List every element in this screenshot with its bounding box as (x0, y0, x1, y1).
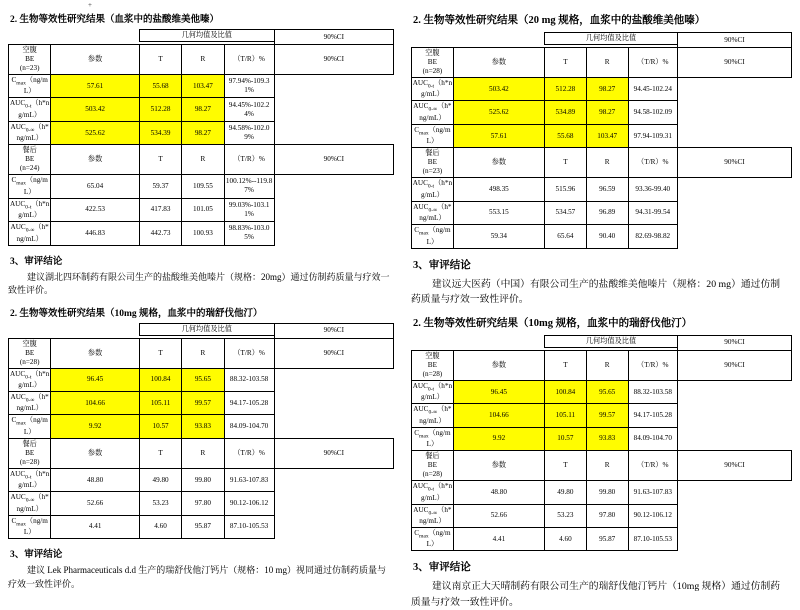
table-row (412, 148, 792, 178)
param-cell: $C_{max}(ng/mL)$ (412, 124, 454, 147)
col-ci-header: 90%CI (677, 451, 791, 481)
param-cell: $AUC_{0-t}(h*ng/mL)$ (412, 380, 454, 403)
right-t1-fasting-rows (412, 78, 792, 148)
param-cell: $C_{max}(ng/mL)$ (412, 427, 454, 450)
param-cell: $C_{max}(ng/mL)$ (9, 75, 51, 98)
param-header-cell: 参数 (453, 48, 544, 78)
right-be-table-2 (411, 335, 792, 552)
param-header-cell: 参数 (453, 148, 544, 178)
value-cell-r: 534.39 (139, 121, 181, 144)
left-section2-paragraph: 建议湖北四环制药有限公司生产的盐酸维美他嗪片（规格：20mg）通过仿制药质量与疗效一致性评价。 (8, 271, 390, 296)
table-row (9, 222, 394, 245)
value-cell-ci: 90.12-106.12 (224, 492, 274, 515)
value-cell-t: 48.80 (51, 468, 140, 491)
table-row (9, 145, 394, 175)
param-header-cell: 参数 (453, 451, 544, 481)
value-cell-ci: 97.94-109.31 (628, 124, 677, 147)
value-cell-t: 96.45 (51, 368, 140, 391)
table-row (9, 515, 394, 538)
table-row (9, 121, 394, 144)
col-R-header: R (586, 451, 628, 481)
col-R-header: R (586, 350, 628, 380)
value-cell-r: 105.11 (139, 391, 181, 414)
left-section1-heading: 2. 生物等效性研究结果（血浆中的盐酸维美他嗪） (10, 15, 220, 25)
value-cell-t: 48.80 (453, 481, 544, 504)
col-R-header: R (586, 148, 628, 178)
value-cell-ci: 82.69-98.82 (628, 225, 677, 248)
value-cell-t: 96.45 (453, 380, 544, 403)
value-cell-r: 442.73 (139, 222, 181, 245)
page-corner-mark: + (88, 1, 92, 9)
document-page-left (0, 0, 400, 589)
left-be-table-2-wrapper (8, 323, 394, 540)
left-section4-paragraph: 建议 Lek Pharmaceuticals d.d 生产的瑞舒伐他汀钙片（规格：10 mg）视同通过仿制药质量与疗效一致性评价。 (8, 565, 386, 589)
ci-header-cell: 90%CI (677, 33, 791, 48)
value-cell-ci: 94.17-105.28 (224, 391, 274, 414)
value-cell-ci: 99.03%-103.11% (224, 198, 274, 221)
value-cell-r: 534.89 (544, 101, 586, 124)
param-cell: $AUC_{0-t}(h*ng/mL)$ (412, 78, 454, 101)
value-cell-t: 4.41 (453, 527, 544, 550)
table-row (9, 175, 394, 198)
value-cell-tr: 95.65 (182, 368, 224, 391)
table-row (412, 78, 792, 101)
right-be-table-1-wrapper (411, 32, 792, 249)
value-cell-t: 446.83 (51, 222, 140, 245)
value-cell-r: 4.60 (139, 515, 181, 538)
table-row (412, 380, 792, 403)
value-cell-ci: 97.94%-109.31% (224, 75, 274, 98)
value-cell-r: 10.57 (139, 415, 181, 438)
right-section2-paragraph: 建议远大医药（中国）有限公司生产的盐酸维美他嗪片（规格：20 mg）通过仿制药质量与疗效一致性评价。 (411, 278, 781, 305)
value-cell-ci: 90.12-106.12 (628, 504, 677, 527)
right-be-table-1 (411, 32, 792, 249)
value-cell-t: 503.42 (453, 78, 544, 101)
table-row (9, 75, 394, 98)
group-header-cell: 几何均值及比值 (139, 323, 274, 335)
fed-group-label: 餐后 BE (n=23) (412, 148, 454, 178)
table-row (412, 101, 792, 124)
value-cell-ci: 87.10-105.53 (224, 515, 274, 538)
col-TR-header: （T/R）% (224, 438, 274, 468)
value-cell-r: 53.23 (139, 492, 181, 515)
right-t1-fed-rows (412, 178, 792, 248)
value-cell-t: 9.92 (51, 415, 140, 438)
value-cell-tr: 93.83 (182, 415, 224, 438)
col-TR-header: （T/R）% (628, 48, 677, 78)
param-cell: $AUC_{0-t}(h*ng/mL)$ (412, 481, 454, 504)
value-cell-ci: 84.09-104.70 (224, 415, 274, 438)
value-cell-r: 49.80 (544, 481, 586, 504)
value-cell-t: 553.15 (453, 201, 544, 224)
left-section2-heading: 3、审评结论 (10, 256, 63, 267)
col-TR-header: （T/R）% (224, 45, 274, 75)
table-row (412, 225, 792, 248)
col-TR-header: （T/R）% (628, 451, 677, 481)
col-TR-header: （T/R）% (628, 148, 677, 178)
value-cell-ci: 94.45-102.24 (628, 78, 677, 101)
value-cell-r: 515.96 (544, 178, 586, 201)
value-cell-ci: 94.58%-102.09% (224, 121, 274, 144)
value-cell-tr: 99.57 (586, 404, 628, 427)
value-cell-r: 10.57 (544, 427, 586, 450)
fasting-group-label: 空腹 BE (n=28) (412, 350, 454, 380)
param-cell: $AUC_{0-\infty}(h*ng/mL)$ (412, 101, 454, 124)
value-cell-tr: 103.47 (182, 75, 224, 98)
col-TR-header: （T/R）% (224, 145, 274, 175)
col-ci-header: 90%CI (677, 48, 791, 78)
value-cell-r: 417.83 (139, 198, 181, 221)
value-cell-r: 4.60 (544, 527, 586, 550)
value-cell-ci: 88.32-103.58 (224, 368, 274, 391)
col-R-header: R (182, 45, 224, 75)
param-cell: $AUC_{0-\infty}(h*ng/mL)$ (9, 492, 51, 515)
left-section4-heading: 3、审评结论 (10, 550, 63, 561)
fasting-group-label: 空腹 BE (n=28) (412, 48, 454, 78)
value-cell-t: 104.66 (453, 404, 544, 427)
left-t1-fed-rows (9, 175, 394, 245)
value-cell-ci: 91.63-107.83 (628, 481, 677, 504)
left-t2-fasting-rows (9, 368, 394, 438)
table-row (412, 504, 792, 527)
col-T-header: T (139, 438, 181, 468)
value-cell-r: 100.84 (139, 368, 181, 391)
value-cell-tr: 101.05 (182, 198, 224, 221)
param-cell: $C_{max}(ng/mL)$ (9, 415, 51, 438)
right-section1-heading: 2. 生物等效性研究结果（20 mg 规格，血浆中的盐酸维美他嗪） (413, 15, 706, 26)
table-row (412, 527, 792, 550)
value-cell-tr: 96.89 (586, 201, 628, 224)
value-cell-r: 53.23 (544, 504, 586, 527)
value-cell-tr: 98.27 (586, 101, 628, 124)
value-cell-r: 512.28 (139, 98, 181, 121)
value-cell-t: 525.62 (453, 101, 544, 124)
table-row (9, 492, 394, 515)
left-be-table-1 (8, 29, 394, 246)
col-ci-header: 90%CI (274, 438, 393, 468)
value-cell-ci: 84.09-104.70 (628, 427, 677, 450)
col-T-header: T (544, 350, 586, 380)
col-T-header: T (139, 338, 181, 368)
right-section3-heading: 2. 生物等效性研究结果（10mg 规格，血浆中的瑞舒伐他汀） (413, 317, 693, 329)
param-cell: $C_{max}(ng/mL)$ (412, 527, 454, 550)
value-cell-r: 534.57 (544, 201, 586, 224)
value-cell-ci: 87.10-105.53 (628, 527, 677, 550)
value-cell-r: 105.11 (544, 404, 586, 427)
col-T-header: T (139, 45, 181, 75)
table-row (412, 201, 792, 224)
col-T-header: T (544, 451, 586, 481)
value-cell-tr: 100.93 (182, 222, 224, 245)
value-cell-tr: 93.83 (586, 427, 628, 450)
param-cell: $AUC_{0-t}(h*ng/mL)$ (9, 468, 51, 491)
table-row (9, 45, 394, 75)
value-cell-tr: 95.65 (586, 380, 628, 403)
value-cell-t: 4.41 (51, 515, 140, 538)
value-cell-tr: 98.27 (586, 78, 628, 101)
table-row (412, 404, 792, 427)
col-T-header: T (544, 148, 586, 178)
param-cell: $C_{max}(ng/mL)$ (9, 515, 51, 538)
value-cell-r: 59.37 (139, 175, 181, 198)
table-row (9, 198, 394, 221)
value-cell-tr: 98.27 (182, 121, 224, 144)
param-cell: $AUC_{0-\infty}(h*ng/mL)$ (412, 504, 454, 527)
col-T-header: T (544, 48, 586, 78)
param-cell: $C_{max}(ng/mL)$ (412, 225, 454, 248)
table-row (412, 427, 792, 450)
left-t1-fasting-rows (9, 75, 394, 145)
table-row (412, 124, 792, 147)
table-row (9, 468, 394, 491)
table-row (412, 33, 792, 45)
value-cell-t: 498.35 (453, 178, 544, 201)
col-R-header: R (586, 48, 628, 78)
value-cell-ci: 88.32-103.58 (628, 380, 677, 403)
param-cell: $AUC_{0-t}(h*ng/mL)$ (412, 178, 454, 201)
col-R-header: R (182, 338, 224, 368)
fed-group-label: 餐后 BE (n=28) (412, 451, 454, 481)
col-ci-header: 90%CI (677, 148, 791, 178)
right-be-table-2-wrapper (411, 335, 792, 552)
ci-header-cell: 90%CI (274, 30, 393, 45)
value-cell-r: 100.84 (544, 380, 586, 403)
value-cell-tr: 98.27 (182, 98, 224, 121)
value-cell-tr: 90.40 (586, 225, 628, 248)
left-be-table-2 (8, 323, 394, 540)
value-cell-r: 55.68 (139, 75, 181, 98)
col-T-header: T (139, 145, 181, 175)
value-cell-r: 49.80 (139, 468, 181, 491)
value-cell-tr: 99.57 (182, 391, 224, 414)
value-cell-ci: 93.36-99.40 (628, 178, 677, 201)
param-cell: $AUC_{0-\infty}(h*ng/mL)$ (9, 391, 51, 414)
fasting-group-label: 空腹 BE (n=23) (9, 45, 51, 75)
value-cell-t: 52.66 (51, 492, 140, 515)
param-cell: $AUC_{0-t}(h*ng/mL)$ (9, 98, 51, 121)
col-TR-header: （T/R）% (224, 338, 274, 368)
value-cell-ci: 100.12%--119.87% (224, 175, 274, 198)
param-header-cell: 参数 (51, 438, 140, 468)
value-cell-t: 65.04 (51, 175, 140, 198)
left-t2-fed-rows (9, 468, 394, 538)
param-cell: $C_{max}(ng/mL)$ (9, 175, 51, 198)
value-cell-t: 57.61 (51, 75, 140, 98)
group-header-cell: 几何均值及比值 (544, 33, 677, 45)
table-row (412, 451, 792, 481)
col-R-header: R (182, 438, 224, 468)
value-cell-tr: 95.87 (182, 515, 224, 538)
value-cell-ci: 91.63-107.83 (224, 468, 274, 491)
value-cell-tr: 109.55 (182, 175, 224, 198)
value-cell-tr: 96.59 (586, 178, 628, 201)
param-header-cell: 参数 (453, 350, 544, 380)
table-row (9, 391, 394, 414)
ci-header-cell: 90%CI (274, 323, 393, 338)
table-row (9, 338, 394, 368)
col-TR-header: （T/R）% (628, 350, 677, 380)
table-row (412, 335, 792, 347)
value-cell-tr: 97.80 (586, 504, 628, 527)
value-cell-t: 525.62 (51, 121, 140, 144)
table-row (9, 415, 394, 438)
left-be-table-1-wrapper (8, 29, 394, 246)
value-cell-tr: 99.80 (586, 481, 628, 504)
value-cell-ci: 94.17-105.28 (628, 404, 677, 427)
col-ci-header: 90%CI (274, 45, 393, 75)
value-cell-t: 9.92 (453, 427, 544, 450)
table-row (9, 368, 394, 391)
value-cell-r: 55.68 (544, 124, 586, 147)
group-header-cell: 几何均值及比值 (139, 30, 274, 42)
table-row (9, 30, 394, 42)
value-cell-t: 104.66 (51, 391, 140, 414)
table-row (412, 48, 792, 78)
table-row (9, 323, 394, 335)
value-cell-tr: 97.80 (182, 492, 224, 515)
table-row (9, 438, 394, 468)
param-cell: $AUC_{0-t}(h*ng/mL)$ (9, 368, 51, 391)
table-row (9, 98, 394, 121)
group-header-cell: 几何均值及比值 (544, 335, 677, 347)
value-cell-ci: 94.45%-102.24% (224, 98, 274, 121)
value-cell-ci: 94.31-99.54 (628, 201, 677, 224)
col-ci-header: 90%CI (274, 145, 393, 175)
fed-group-label: 餐后 BE (n=24) (9, 145, 51, 175)
value-cell-t: 422.53 (51, 198, 140, 221)
value-cell-r: 65.64 (544, 225, 586, 248)
param-cell: $AUC_{0-\infty}(h*ng/mL)$ (9, 121, 51, 144)
col-R-header: R (182, 145, 224, 175)
col-ci-header: 90%CI (274, 338, 393, 368)
value-cell-t: 59.34 (453, 225, 544, 248)
param-cell: $AUC_{0-\infty}(h*ng/mL)$ (412, 201, 454, 224)
param-header-cell: 参数 (51, 45, 140, 75)
table-row (412, 178, 792, 201)
right-section4-heading: 3、审评结论 (413, 562, 471, 574)
value-cell-r: 512.28 (544, 78, 586, 101)
value-cell-t: 57.61 (453, 124, 544, 147)
param-header-cell: 参数 (51, 338, 140, 368)
right-t2-fed-rows (412, 481, 792, 551)
value-cell-tr: 103.47 (586, 124, 628, 147)
document-page-right (400, 0, 800, 608)
param-cell: $AUC_{0-\infty}(h*ng/mL)$ (9, 222, 51, 245)
value-cell-t: 503.42 (51, 98, 140, 121)
param-header-cell: 参数 (51, 145, 140, 175)
right-section4-paragraph: 建议南京正大天晴制药有限公司生产的瑞舒伐他汀钙片（10mg 规格）通过仿制药质量与疗效一致性评价。 (411, 581, 781, 608)
value-cell-ci: 98.83%-103.05% (224, 222, 274, 245)
table-row (412, 481, 792, 504)
ci-header-cell: 90%CI (677, 335, 791, 350)
value-cell-ci: 94.58-102.09 (628, 101, 677, 124)
param-cell: $AUC_{0-\infty}(h*ng/mL)$ (412, 404, 454, 427)
value-cell-tr: 95.87 (586, 527, 628, 550)
fasting-group-label: 空腹 BE (n=28) (9, 338, 51, 368)
value-cell-t: 52.66 (453, 504, 544, 527)
col-ci-header: 90%CI (677, 350, 791, 380)
param-cell: $AUC_{0-t}(h*ng/mL)$ (9, 198, 51, 221)
fed-group-label: 餐后 BE (n=28) (9, 438, 51, 468)
right-t2-fasting-rows (412, 380, 792, 450)
value-cell-tr: 99.80 (182, 468, 224, 491)
right-section2-heading: 3、审评结论 (413, 259, 471, 271)
left-section3-heading: 2. 生物等效性研究结果（10mg 规格，血浆中的瑞舒伐他汀） (10, 308, 263, 319)
table-row (412, 350, 792, 380)
